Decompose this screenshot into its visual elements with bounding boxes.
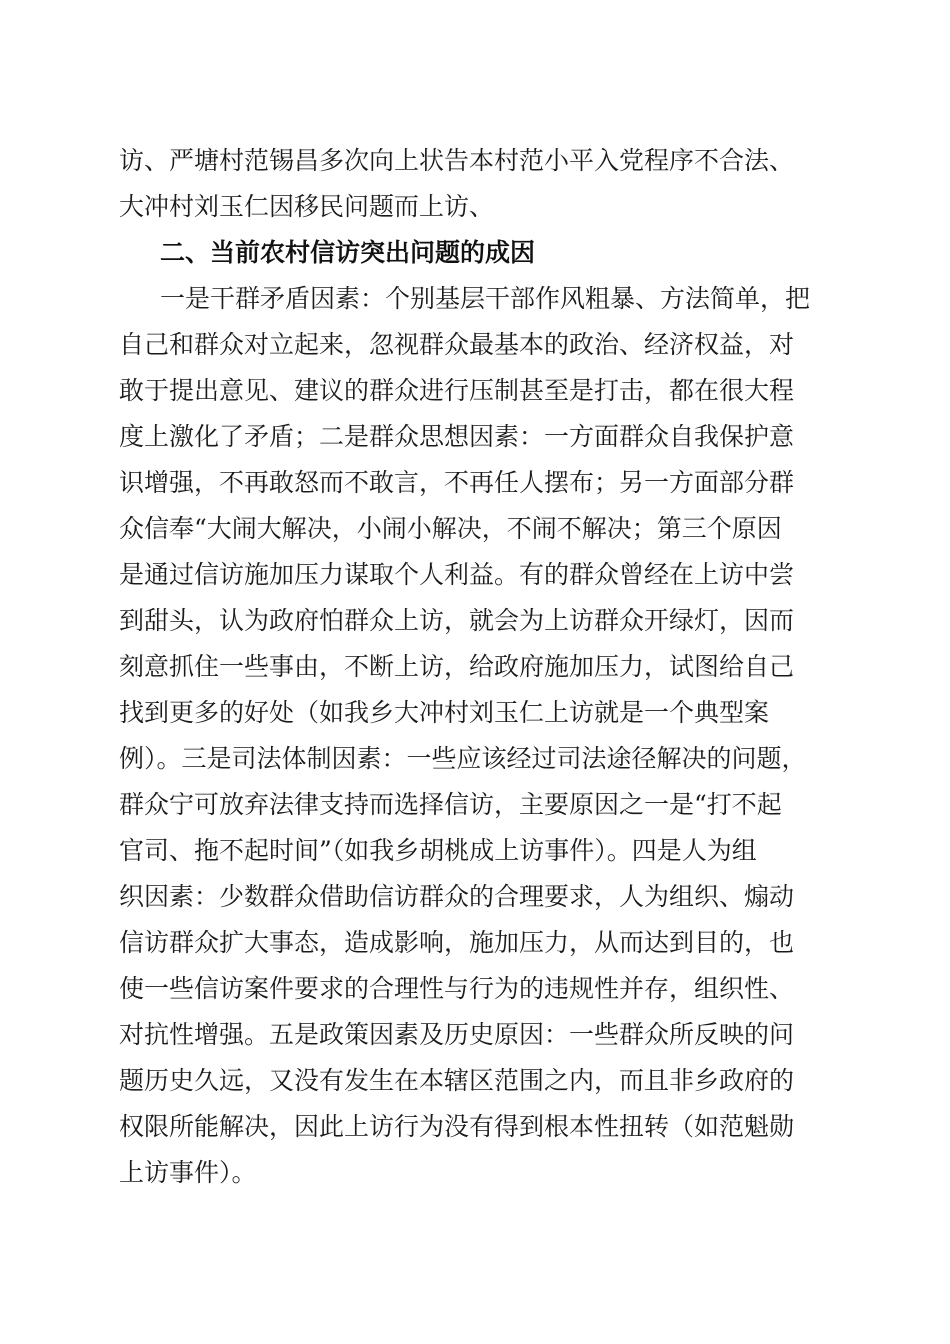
body-line: 对抗性增强。五是政策因素及历史原因：一些群众所反映的问	[119, 1020, 795, 1049]
body-line: 是通过信访施加压力谋取个人利益。有的群众曾经在上访中尝	[119, 560, 795, 589]
section-heading: 二、当前农村信访突出问题的成因	[160, 238, 536, 267]
body-line: 上访事件）。	[119, 1158, 257, 1187]
body-line: 刻意抓住一些事由，不断上访，给政府施加压力，试图给自己	[119, 652, 795, 681]
body-line: 度上激化了矛盾；二是群众思想因素：一方面群众自我保护意	[119, 422, 795, 451]
body-line: 官司、拖不起时间”（如我乡胡桃成上访事件）。四是人为组	[119, 836, 757, 865]
body-line: 信访群众扩大事态，造成影响，施加压力，从而达到目的，也	[119, 928, 795, 957]
body-line: 权限所能解决，因此上访行为没有得到根本性扭转（如范魁勋	[119, 1112, 795, 1141]
body-line: 一是干群矛盾因素：个别基层干部作风粗暴、方法简单，把	[160, 284, 811, 313]
body-line: 自己和群众对立起来，忽视群众最基本的政治、经济权益，对	[119, 330, 795, 359]
body-line: 题历史久远，又没有发生在本辖区范围之内，而且非乡政府的	[119, 1066, 795, 1095]
body-line: 众信奉“大闹大解决，小闹小解决，不闹不解决；第三个原因	[119, 514, 782, 543]
body-line: 到甜头，认为政府怕群众上访，就会为上访群众开绿灯，因而	[119, 606, 795, 635]
body-line: 群众宁可放弃法律支持而选择信访，主要原因之一是“打不起	[119, 790, 782, 819]
body-line: 使一些信访案件要求的合理性与行为的违规性并存，组织性、	[119, 974, 795, 1003]
intro-line-1: 访、严塘村范锡昌多次向上状告本村范小平入党程序不合法、	[119, 146, 795, 175]
body-line: 敢于提出意见、建议的群众进行压制甚至是打击，都在很大程	[119, 376, 795, 405]
body-line: 织因素：少数群众借助信访群众的合理要求，人为组织、煽动	[119, 882, 795, 911]
body-line: 找到更多的好处（如我乡大冲村刘玉仁上访就是一个典型案	[119, 698, 770, 727]
body-line: 识增强，不再敢怒而不敢言，不再任人摆布；另一方面部分群	[119, 468, 795, 497]
intro-line-2: 大冲村刘玉仁因移民问题而上访、	[119, 192, 495, 221]
body-line: 例）。三是司法体制因素：一些应该经过司法途径解决的问题，	[119, 744, 807, 773]
